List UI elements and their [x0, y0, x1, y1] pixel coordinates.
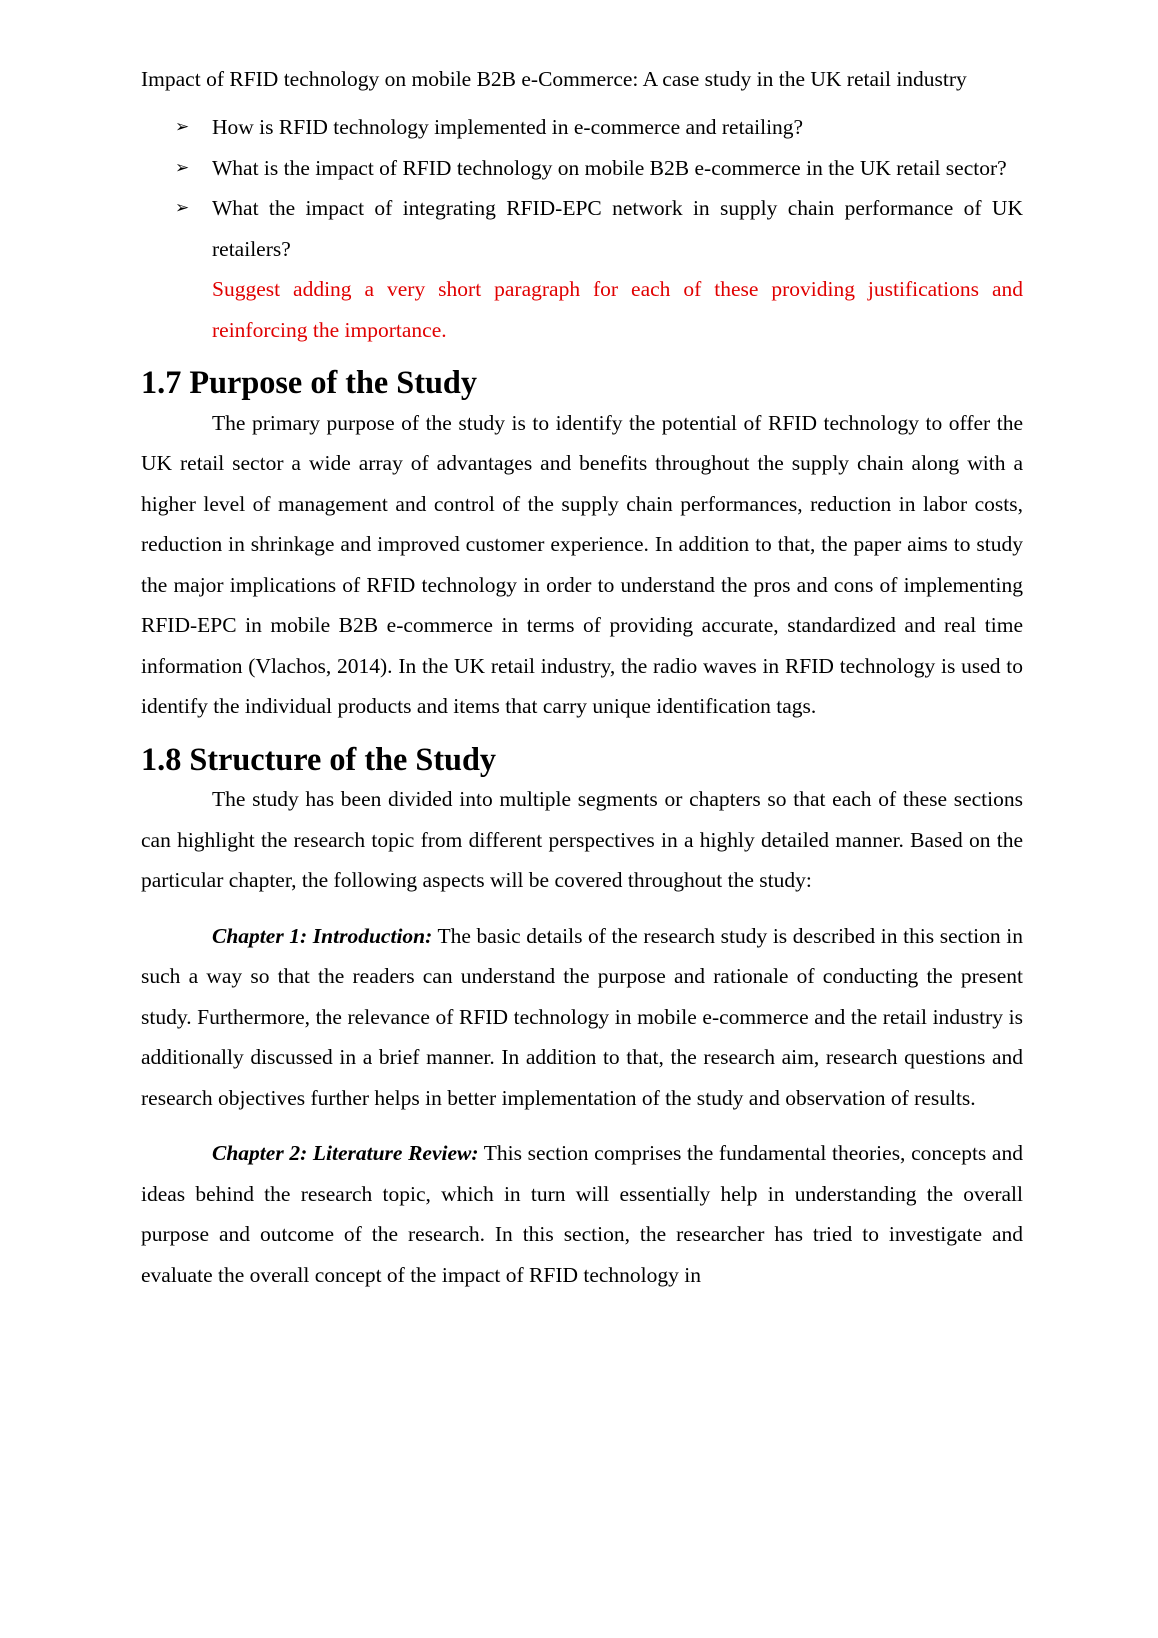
arrow-bullet-icon: ➢ [175, 117, 190, 137]
list-item [175, 107, 1023, 148]
arrow-bullet-icon: ➢ [175, 198, 190, 218]
document-page [141, 66, 1023, 1295]
chapter-1-paragraph [141, 916, 1023, 1119]
chapter-1-text: The basic details of the research study is described in this section in such a way so that the readers can understand the purpose and rationale of conducting the present study. Furthermore, the relevance of RFID technology in mobile e-commerce and the retail industry is additionally discussed in a brief manner. In addition to that, the research aim, research questions and research objectives further helps in better implementation of the study and observation of results. [141, 923, 1023, 1110]
list-item [175, 188, 1023, 269]
research-question-text: What is the impact of RFID technology on mobile B2B e-commerce in the UK retail sector? [212, 155, 1007, 180]
structure-paragraph: The study has been divided into multiple segments or chapters so that each of these sections can highlight the research topic from different perspectives in a highly detailed manner. Based on the particular chapter, the following aspects will be covered throughout the study: [141, 787, 1023, 892]
purpose-paragraph: The primary purpose of the study is to identify the potential of RFID technology to offer the UK retail sector a wide array of advantages and benefits throughout the supply chain along with a higher level of management and control of the supply chain performances, reduction in labor costs, reduction in shrinkage and improved customer experience. In addition to that, the paper aims to study the major implications of RFID technology in order to understand the pros and cons of implementing RFID-EPC in mobile B2B e-commerce in terms of providing accurate, standardized and real time information (Vlachos, 2014). In the UK retail industry, the radio waves in RFID technology is used to identify the individual products and items that carry unique identification tags. [141, 410, 1023, 718]
running-header-title: Impact of RFID technology on mobile B2B e-Commerce: A case study in the UK retail industry [141, 67, 967, 91]
arrow-bullet-icon: ➢ [175, 157, 190, 178]
research-question-text: How is RFID technology implemented in e-commerce and retailing? [212, 115, 804, 139]
list-item [175, 148, 1023, 189]
research-questions-list [141, 107, 1023, 269]
section-heading-purpose: 1.7 Purpose of the Study [141, 364, 477, 400]
section-heading-structure: 1.8 Structure of the Study [141, 740, 497, 777]
chapter-1-label: Chapter 1: Introduction: [212, 923, 433, 948]
chapter-2-text: This section comprises the fundamental theories, concepts and ideas behind the research topic, which in turn will essentially help in understanding the overall purpose and outcome of the research. In this section, the researcher has tried to investigate and evaluate the overall concept of the impact of RFID technology in [141, 1141, 1023, 1287]
chapter-2-label: Chapter 2: Literature Review: [212, 1141, 479, 1165]
chapter-2-paragraph [141, 1133, 1023, 1295]
reviewer-comment: Suggest adding a very short paragraph for each of these providing justifications and reinforcing the importance. [212, 277, 1023, 342]
research-question-text: What the impact of integrating RFID-EPC network in supply chain performance of UK retailers? [212, 196, 1023, 261]
